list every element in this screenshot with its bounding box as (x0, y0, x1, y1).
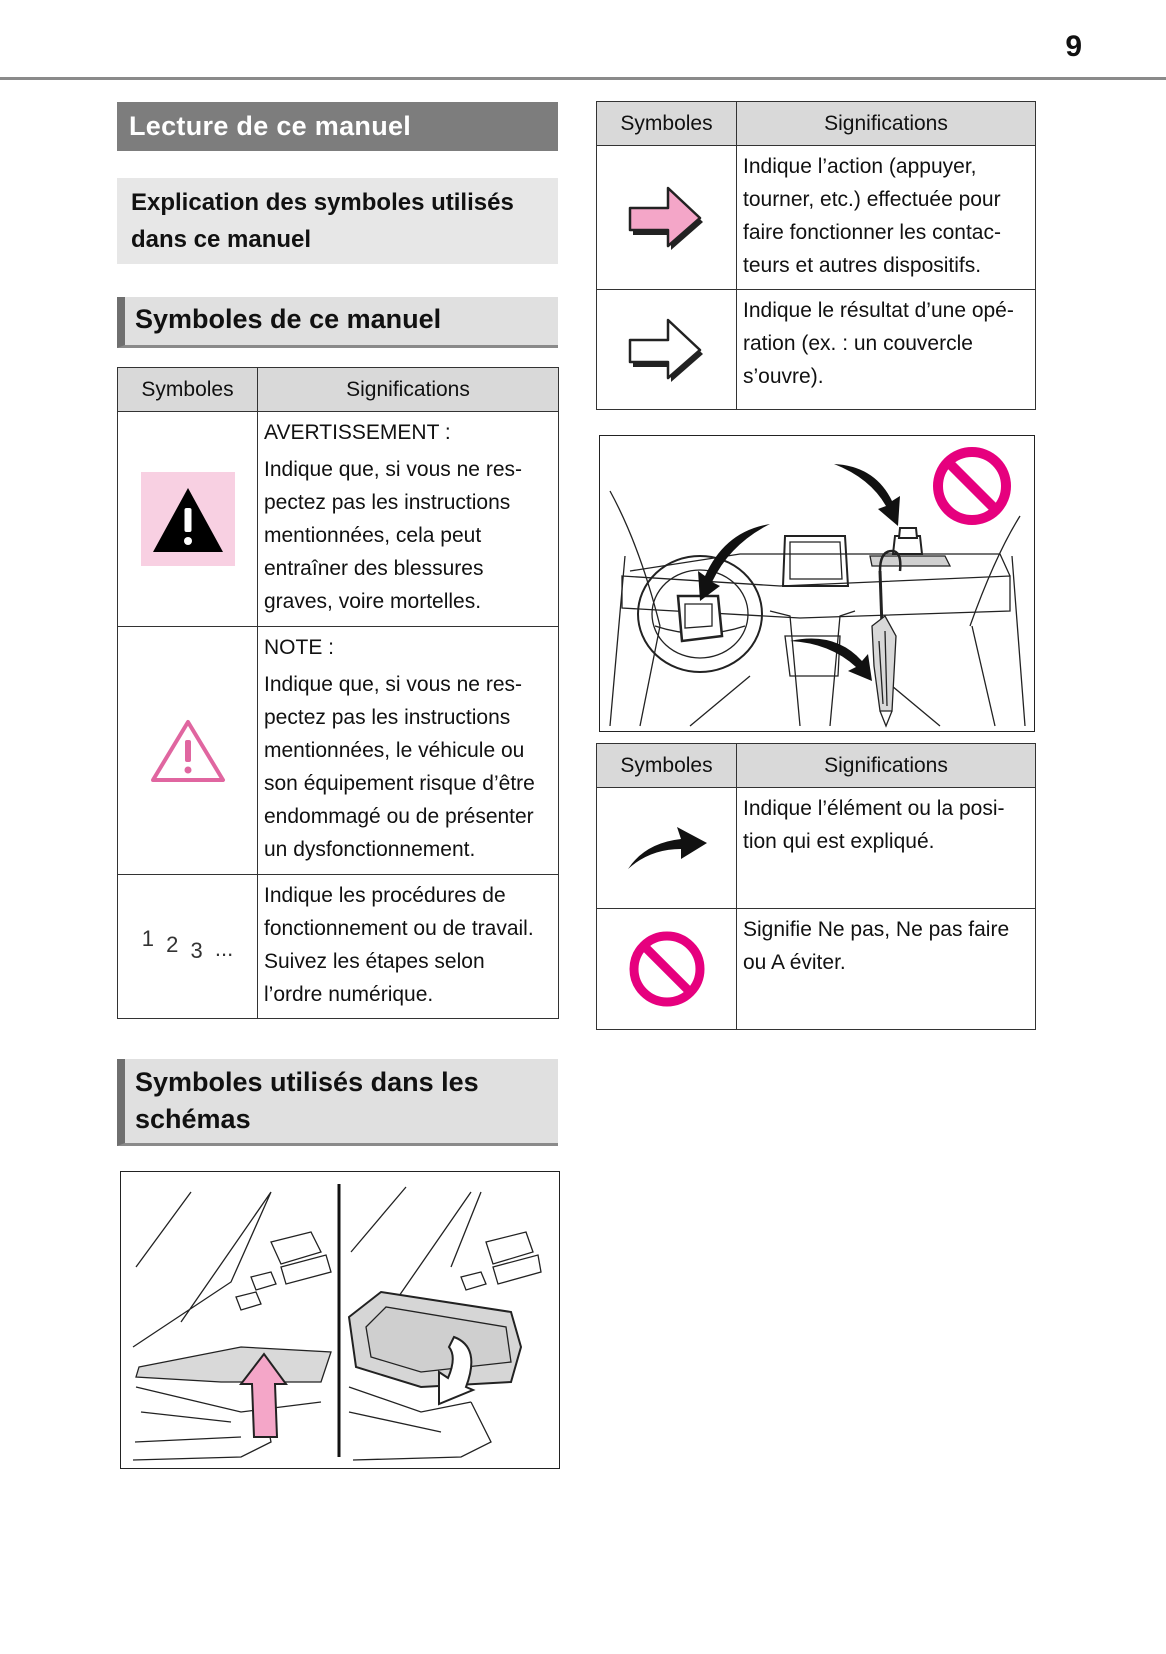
text-line: Indique les procédures de (264, 884, 506, 907)
text-line: entraîner des blessures (264, 557, 484, 580)
table-header-row (597, 744, 1036, 788)
text-line: faire fonctionner les contac- (743, 221, 1001, 244)
dashboard-drawing (600, 436, 1034, 731)
text-line: Indique l’action (appuyer, (743, 155, 977, 178)
text-line: tion qui est expliqué. (743, 830, 935, 853)
section-title: Lecture de ce manuel (117, 102, 558, 151)
step-number: 3 (190, 938, 206, 963)
column-header-symbols: Symboles (597, 102, 737, 146)
step-number: 1 (141, 926, 158, 951)
notice-triangle-icon (150, 718, 226, 784)
table-row (118, 875, 559, 1019)
notice-description (264, 668, 552, 866)
warning-label: AVERTISSEMENT : (264, 421, 451, 444)
meaning-cell (737, 290, 1036, 410)
text-line: tourner, etc.) effectuée pour (743, 188, 1001, 211)
text-line: Indique que, si vous ne res- (264, 458, 522, 481)
page-number: 9 (1065, 30, 1082, 63)
heading-line-1: Symboles utilisés dans les (135, 1067, 479, 1097)
meaning-cell (258, 412, 559, 627)
table-row (597, 909, 1036, 1030)
curved-black-arrow-icon (625, 823, 709, 873)
prohibition-icon (628, 930, 706, 1008)
dashboard-illustration (599, 435, 1035, 732)
text-line: ou A éviter. (743, 951, 846, 974)
symbol-cell (118, 412, 258, 627)
table-row (118, 412, 559, 627)
subtitle-line-2: dans ce manuel (131, 226, 312, 253)
symbol-cell (118, 627, 258, 875)
manual-symbols-table (117, 367, 559, 1019)
symbol-cell (597, 290, 737, 410)
meaning-cell (258, 627, 559, 875)
numbered-steps-icon (118, 926, 257, 963)
text-line: pectez pas les instructions (264, 706, 511, 729)
action-symbols-table (596, 101, 1036, 410)
table-header-row (118, 368, 559, 412)
text-line: s’ouvre). (743, 365, 824, 388)
step-number: 2 (166, 932, 182, 957)
text-line: mentionnées, le véhicule ou (264, 739, 525, 762)
notice-label: NOTE : (264, 636, 335, 659)
text-line: endommagé ou de présenter (264, 805, 534, 828)
symbol-cell (597, 146, 737, 290)
meaning-cell (258, 875, 559, 1019)
column-header-meanings: Significations (258, 368, 559, 412)
text-line: fonctionnement ou de travail. (264, 917, 534, 940)
table-header-row (597, 102, 1036, 146)
text-line: son équipement risque d’être (264, 772, 535, 795)
subtitle-line-1: Explication des symboles utilisés (131, 189, 514, 216)
meaning-cell (737, 909, 1036, 1030)
column-header-symbols: Symboles (597, 744, 737, 788)
symbol-cell (597, 788, 737, 909)
heading-manual-symbols: Symboles de ce manuel (117, 297, 558, 348)
warning-description (264, 453, 552, 618)
text-line: Signifie Ne pas, Ne pas faire (743, 918, 1010, 941)
text-line: Indique l’élément ou la posi- (743, 797, 1005, 820)
meaning-cell (737, 788, 1036, 909)
meaning-cell (737, 146, 1036, 290)
text-line: l’ordre numérique. (264, 983, 434, 1006)
text-line: teurs et autres dispositifs. (743, 254, 982, 277)
console-drawing (121, 1172, 559, 1468)
column-header-meanings: Significations (737, 102, 1036, 146)
table-row (597, 146, 1036, 290)
console-illustration (120, 1171, 560, 1469)
table-row (597, 788, 1036, 909)
table-row (118, 627, 559, 875)
text-line: Indique que, si vous ne res- (264, 673, 522, 696)
text-line: pectez pas les instructions (264, 491, 511, 514)
pink-arrow-icon (627, 186, 707, 250)
text-line: graves, voire mortelles. (264, 590, 482, 613)
table-row (597, 290, 1036, 410)
text-line: ration (ex. : un couvercle (743, 332, 973, 355)
diagram-symbols-table (596, 743, 1036, 1030)
heading-line-2: schémas (135, 1104, 251, 1134)
subtitle-box (117, 178, 558, 264)
text-line: mentionnées, cela peut (264, 524, 482, 547)
step-ellipsis: ... (214, 936, 234, 961)
symbol-cell (118, 875, 258, 1019)
header-rule (0, 77, 1166, 80)
text-line: Suivez les étapes selon (264, 950, 485, 973)
outline-arrow-icon (627, 318, 707, 382)
warning-triangle-icon (141, 472, 235, 566)
column-header-meanings: Significations (737, 744, 1036, 788)
heading-diagram-symbols (117, 1059, 558, 1146)
symbol-cell (597, 909, 737, 1030)
prohibition-sign (938, 452, 1006, 520)
text-line: Indique le résultat d’une opé- (743, 299, 1014, 322)
text-line: un dysfonctionnement. (264, 838, 476, 861)
column-header-symbols: Symboles (118, 368, 258, 412)
